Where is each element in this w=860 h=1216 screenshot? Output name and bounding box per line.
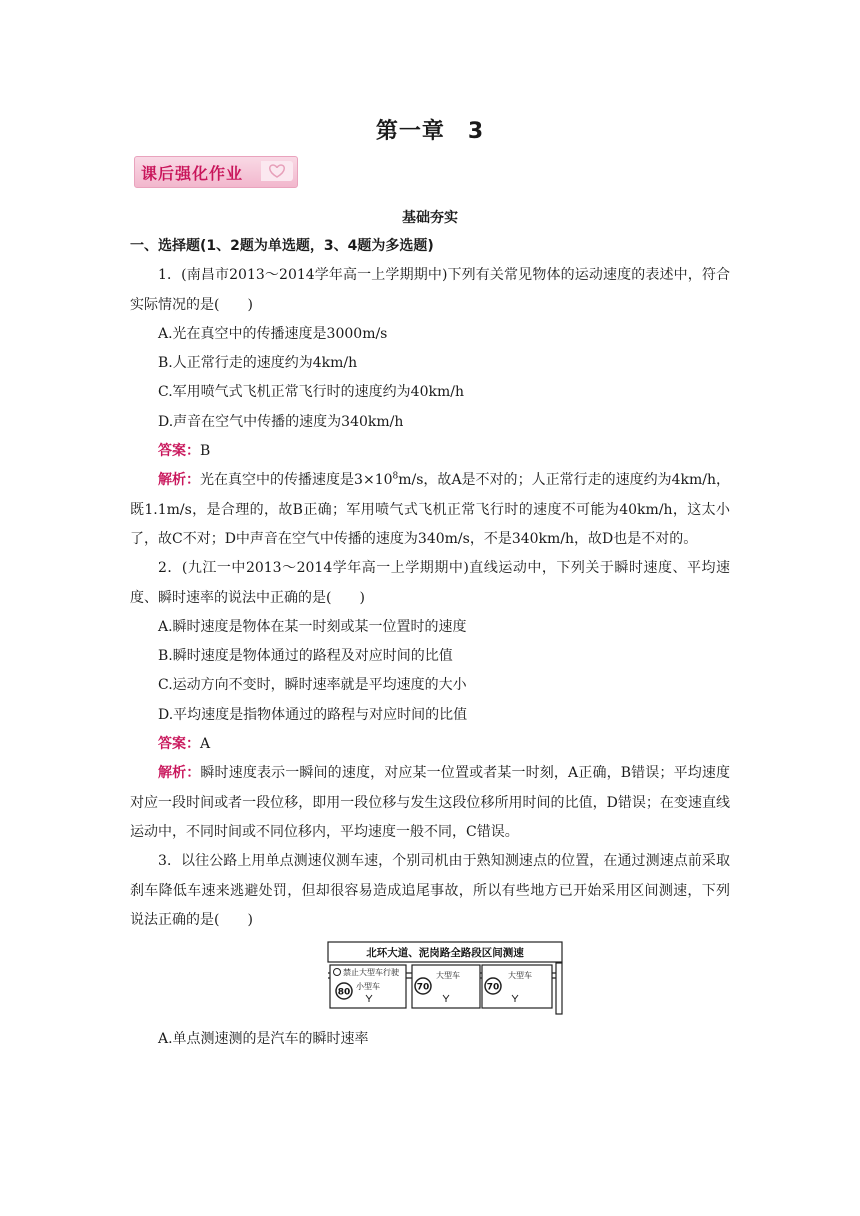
panel1-speed: 80 (337, 987, 351, 998)
panel1-label: 小型车 (356, 982, 380, 992)
q1-option-d: D.声音在空气中传播的速度为340km/h (158, 413, 404, 430)
analysis-text-pre: 光在真空中的传播速度是3×10 (200, 472, 393, 489)
analysis-text: 瞬时速度表示一瞬间的速度，对应某一位置或者某一时刻，A正确，B错误；平均速度对应一段时间或者一段位移，即用一段位移与发生这段位移所用时间的比值，D错误；在变速直线运动中，不同时间或不同位移内，平均速度一般不同，C错误。 (130, 765, 730, 840)
panel2-label: 大型车 (436, 971, 460, 981)
panel3-speed: 70 (486, 982, 500, 993)
banner-label: 课后强化作业 (141, 164, 244, 183)
q1-option-b: B.人正常行走的速度约为4km/h (158, 355, 358, 372)
section-heading: 一、选择题(1、2题为单选题，3、4题为多选题) (130, 238, 434, 254)
speed-sign-figure (130, 935, 730, 1025)
q2-option-d: D.平均速度是指物体通过的路程与对应时间的比值 (158, 706, 468, 723)
q1-option-c: C.军用喷气式飞机正常飞行时的速度约为40km/h (158, 384, 464, 401)
q3-option-a: A.单点测速测的是汽车的瞬时速率 (158, 1031, 369, 1048)
sign-title: 北环大道、泥岗路全路段区间测速 (366, 947, 524, 960)
answer-label: 答案： (158, 736, 200, 753)
q2-answer (130, 730, 730, 759)
answer-value: A (200, 736, 211, 753)
section-title: 基础夯实 (402, 210, 458, 226)
panel2-speed: 70 (416, 982, 430, 993)
section-speed-sign (326, 941, 566, 1015)
q1-analysis (130, 466, 730, 554)
question-1-stem: 1．(南昌市2013～2014学年高一上学期期中)下列有关常见物体的运动速度的表述中，符合实际情况的是( ) (130, 267, 730, 313)
answer-label: 答案： (158, 443, 200, 460)
question-3-stem: 3．以往公路上用单点测速仪测车速，个别司机由于熟知测速点的位置，在通过测速点前采取刹车降低车速来逃避处罚，但却很容易造成追尾事故，所以有些地方已开始采用区间测速，下列说法正确的是( ) (130, 853, 730, 928)
q2-analysis (130, 759, 730, 847)
q1-answer (130, 437, 730, 466)
heart-icon (261, 161, 293, 181)
homework-banner (134, 156, 298, 188)
analysis-label: 解析： (158, 472, 201, 489)
q1-option-a: A.光在真空中的传播速度是3000m/s (158, 325, 388, 342)
panel1-top-text: 禁止大型车行驶 (343, 968, 399, 978)
q2-option-a: A.瞬时速度是物体在某一时刻或某一位置时的速度 (158, 618, 467, 635)
analysis-exponent: 8 (392, 471, 399, 482)
q2-option-b: B.瞬时速度是物体通过的路程及对应时间的比值 (158, 648, 453, 665)
analysis-label: 解析： (158, 765, 201, 782)
document-body (130, 232, 730, 1054)
q2-option-c: C.运动方向不变时，瞬时速率就是平均速度的大小 (158, 677, 467, 694)
analysis-text-post: m/s，故A是不对的；人正常行走的速度约为4km/h，既1.1m/s，是合理的，故B正确；军用喷气式飞机正常飞行时的速度不可能为40km/h，这太小了，故C不对；D中声音在空气中传播的速度为340m/s，不是340km/h，故D也是不对的。 (130, 472, 731, 547)
answer-value: B (200, 443, 211, 460)
page-title: 第一章 3 (375, 119, 485, 144)
question-2-stem: 2．(九江一中2013～2014学年高一上学期期中)直线运动中，下列关于瞬时速度、平均速度、瞬时速率的说法中正确的是( ) (130, 560, 730, 606)
panel3-label: 大型车 (508, 971, 532, 981)
